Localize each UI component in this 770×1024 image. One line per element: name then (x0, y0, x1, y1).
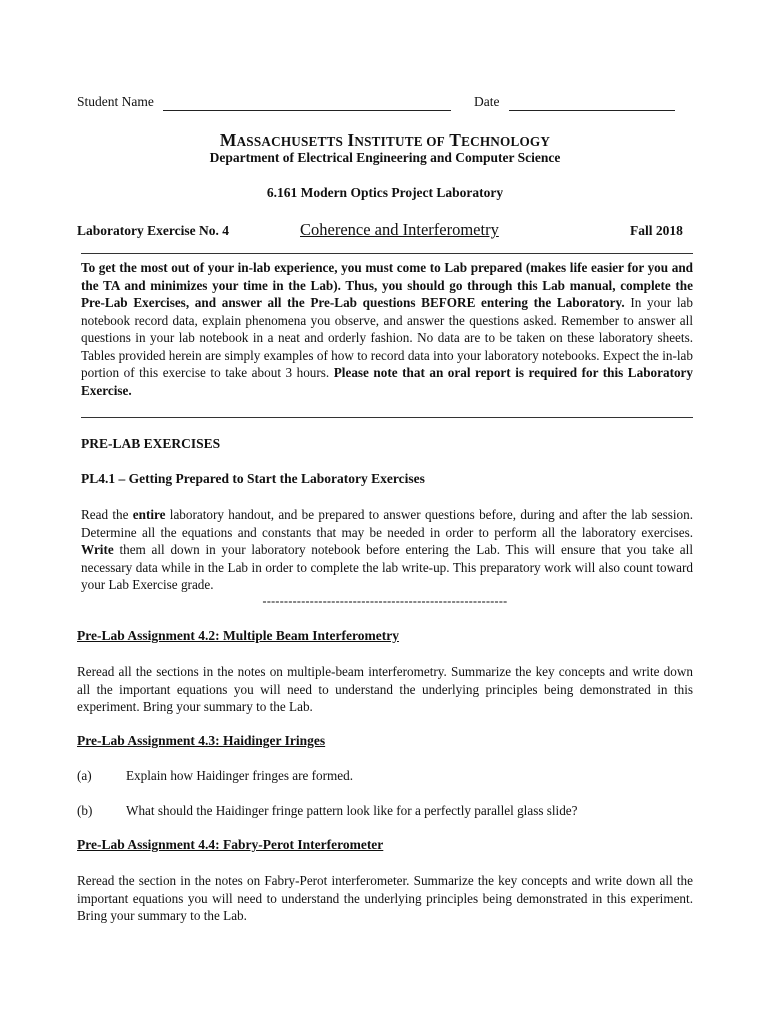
institute-rest-2: NSTITUTE OF (354, 134, 445, 149)
prelab-heading: PRE-LAB EXERCISES (81, 436, 221, 451)
institute-rest-1: ASSACHUSETTS (236, 134, 344, 149)
department: Department of Electrical Engineering and Computer Science (209, 150, 561, 165)
intro-bottom-rule (81, 417, 693, 418)
institute-cap-i: I (347, 130, 355, 150)
pl41-text-c: laboratory handout, and be prepared to answer questions before, during and after the lab session. Determine all the equations and constants that may be needed in order to perform all the laboratory exercises. (81, 507, 693, 540)
institute-cap-m: M (219, 130, 237, 150)
date-label: Date (474, 94, 500, 109)
a43-item-b-text: What should the Haidinger fringe pattern look like for a perfectly parallel glass slide? (126, 803, 578, 818)
pl41-paragraph (81, 506, 693, 594)
a42-paragraph: Reread all the sections in the notes on multiple-beam interferometry. Summarize the key concepts and write down all the important equations you will need to understand the underlying principles being demonstrated in this experiment. Bring your summary to the Lab. (77, 664, 693, 714)
intro-bold: To get the most out of your in-lab experience, you must come to Lab prepared (makes life easier for you and the TA and minimizes your time in the Lab). Thus, you should go through this Lab manual, complete the Pre-Lab Exercises, and answer all the Pre-Lab questions BEFORE entering the Laboratory. (81, 260, 693, 310)
exercise-number: Laboratory Exercise No. 4 (77, 223, 229, 238)
a43-heading: Pre-Lab Assignment 4.3: Haidinger Iringes (77, 733, 326, 748)
intro-top-rule (81, 253, 693, 254)
institute-rest-3: ECHNOLOGY (461, 134, 551, 149)
a44-heading: Pre-Lab Assignment 4.4: Fabry-Perot Interferometer (77, 837, 384, 852)
intro-paragraph (81, 259, 693, 399)
course-title: 6.161 Modern Optics Project Laboratory (266, 185, 504, 200)
exercise-title: Coherence and Interferometry (300, 220, 499, 239)
institute-cap-t: T (449, 130, 462, 150)
pl41-text-a: Read the (81, 507, 133, 522)
exercise-term: Fall 2018 (630, 223, 683, 238)
institute-name (0, 130, 770, 151)
intro-bold-end: Please note that an oral report is required for this Laboratory Exercise. (81, 365, 693, 398)
a43-item-b-label: (b) (77, 803, 93, 818)
pl41-text-d: Write (81, 542, 114, 557)
student-name-field[interactable] (163, 94, 451, 111)
intro-normal: In your lab notebook record data, explain phenomena you observe, and answer the questions asked. Remember to answer all questions in your lab notebook in a neat and orderly fashion. No data are to be taken on these laboratory sheets. Tables provided herein are simply examples of how to record data into your laboratory notebooks. Expect the in-lab portion of this exercise to take about 3 hours. (81, 295, 693, 380)
student-name-row (77, 94, 451, 111)
a43-item-a-text: Explain how Haidinger fringes are formed. (126, 768, 354, 783)
a43-item-a-label: (a) (77, 768, 92, 783)
student-name-label: Student Name (77, 94, 154, 109)
pl41-text-b: entire (132, 507, 166, 522)
section-separator: --------------------------------------------------------- (262, 594, 508, 608)
a44-paragraph: Reread the section in the notes on Fabry-Perot interferometer. Summarize the key concepts and write down all the important equations you will need to understand the underlying principles being demonstrated in this experiment. Bring your summary to the Lab. (77, 873, 693, 923)
date-field[interactable] (509, 94, 675, 111)
pl41-text-e: them all down in your laboratory notebook before entering the Lab. This will ensure that you take all necessary data while in the Lab in order to complete the lab write-up. This preparatory work will also count toward your Lab Exercise grade. (81, 542, 693, 592)
a42-heading: Pre-Lab Assignment 4.2: Multiple Beam Interferometry (77, 628, 399, 643)
date-row (474, 94, 675, 111)
pl41-heading: PL4.1 – Getting Prepared to Start the Laboratory Exercises (81, 471, 425, 486)
